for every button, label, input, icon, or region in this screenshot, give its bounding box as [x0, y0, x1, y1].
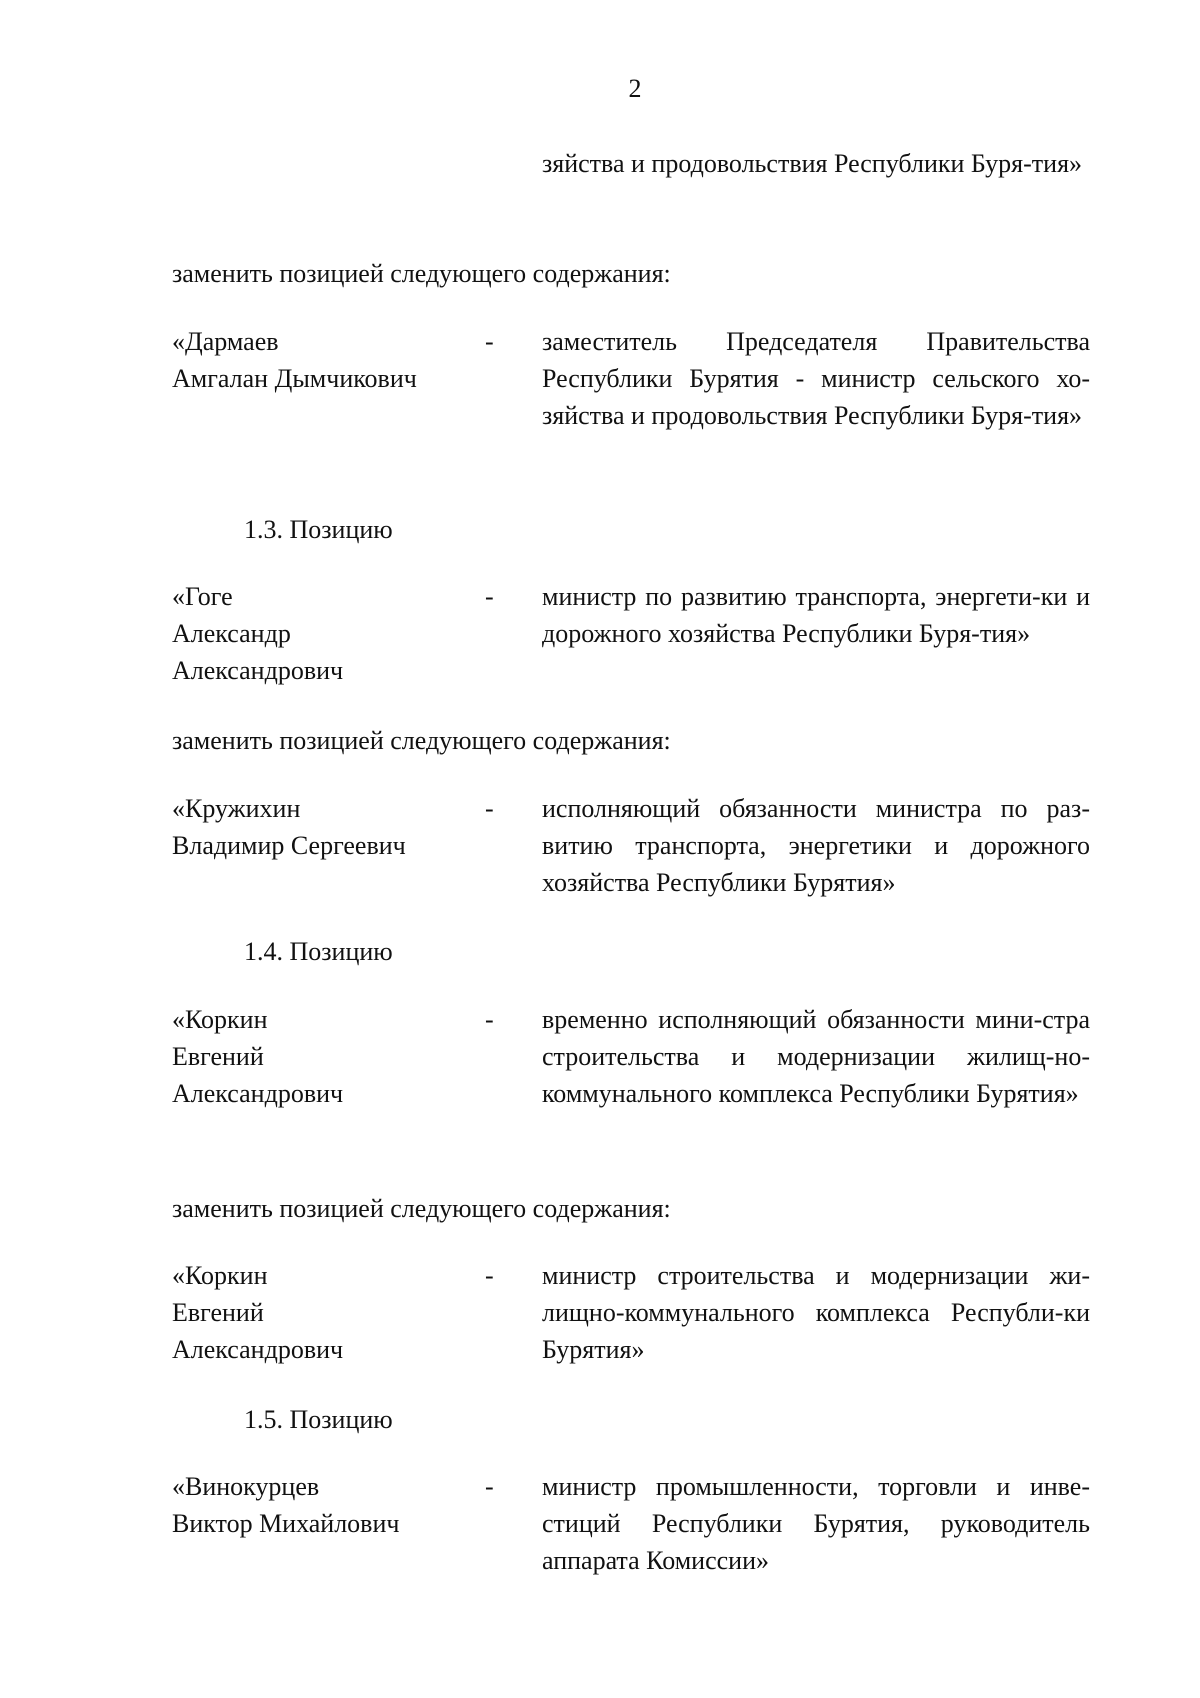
- entry-description: заместитель Председателя Правительства Республики Бурятия - министр сельского хо-зяйства и продовольствия Республики Буря-тия»: [542, 327, 1090, 430]
- entry-dash: -: [485, 794, 494, 823]
- section-heading-1-3: 1.3. Позицию: [244, 515, 393, 544]
- entry-name: «Винокурцев Виктор Михайлович: [172, 1472, 400, 1538]
- replace-phrase-3: заменить позицией следующего содержания:: [172, 1194, 671, 1223]
- entry-dash: -: [485, 327, 494, 356]
- entry-description: исполняющий обязанности министра по раз-витию транспорта, энергетики и дорожного хозяйства Республики Бурятия»: [542, 794, 1090, 897]
- entry-dash: -: [485, 1005, 494, 1034]
- entry-name: «Коркин Евгений Александрович: [172, 1005, 344, 1108]
- entry-dash: -: [485, 1261, 494, 1290]
- section-heading-1-4: 1.4. Позицию: [244, 937, 393, 966]
- entry-description: министр по развитию транспорта, энергети-ки и дорожного хозяйства Республики Буря-тия»: [542, 582, 1090, 648]
- entry-description: министр строительства и модернизации жи-лищно-коммунального комплекса Республи-ки Бурятия»: [542, 1261, 1090, 1364]
- entry-name: «Гоге Александр Александрович: [172, 582, 344, 685]
- replace-phrase-2: заменить позицией следующего содержания:: [172, 726, 671, 755]
- entry-dash: -: [485, 1472, 494, 1501]
- entry-dash: -: [485, 582, 494, 611]
- section-heading-1-5: 1.5. Позицию: [244, 1405, 393, 1434]
- entry-description: министр промышленности, торговли и инве-стиций Республики Бурятия, руководитель аппарата Комиссии»: [542, 1472, 1090, 1575]
- replace-phrase-1: заменить позицией следующего содержания:: [172, 259, 671, 288]
- continued-description: зяйства и продовольствия Республики Буря-тия»: [542, 149, 1083, 178]
- entry-description: временно исполняющий обязанности мини-стра строительства и модернизации жилищ-но-коммунального комплекса Республики Бурятия»: [542, 1005, 1090, 1108]
- page-number: 2: [628, 74, 642, 103]
- entry-name: «Дармаев Амгалан Дымчикович: [172, 327, 417, 393]
- entry-name: «Кружихин Владимир Сергеевич: [172, 794, 406, 860]
- entry-name: «Коркин Евгений Александрович: [172, 1261, 344, 1364]
